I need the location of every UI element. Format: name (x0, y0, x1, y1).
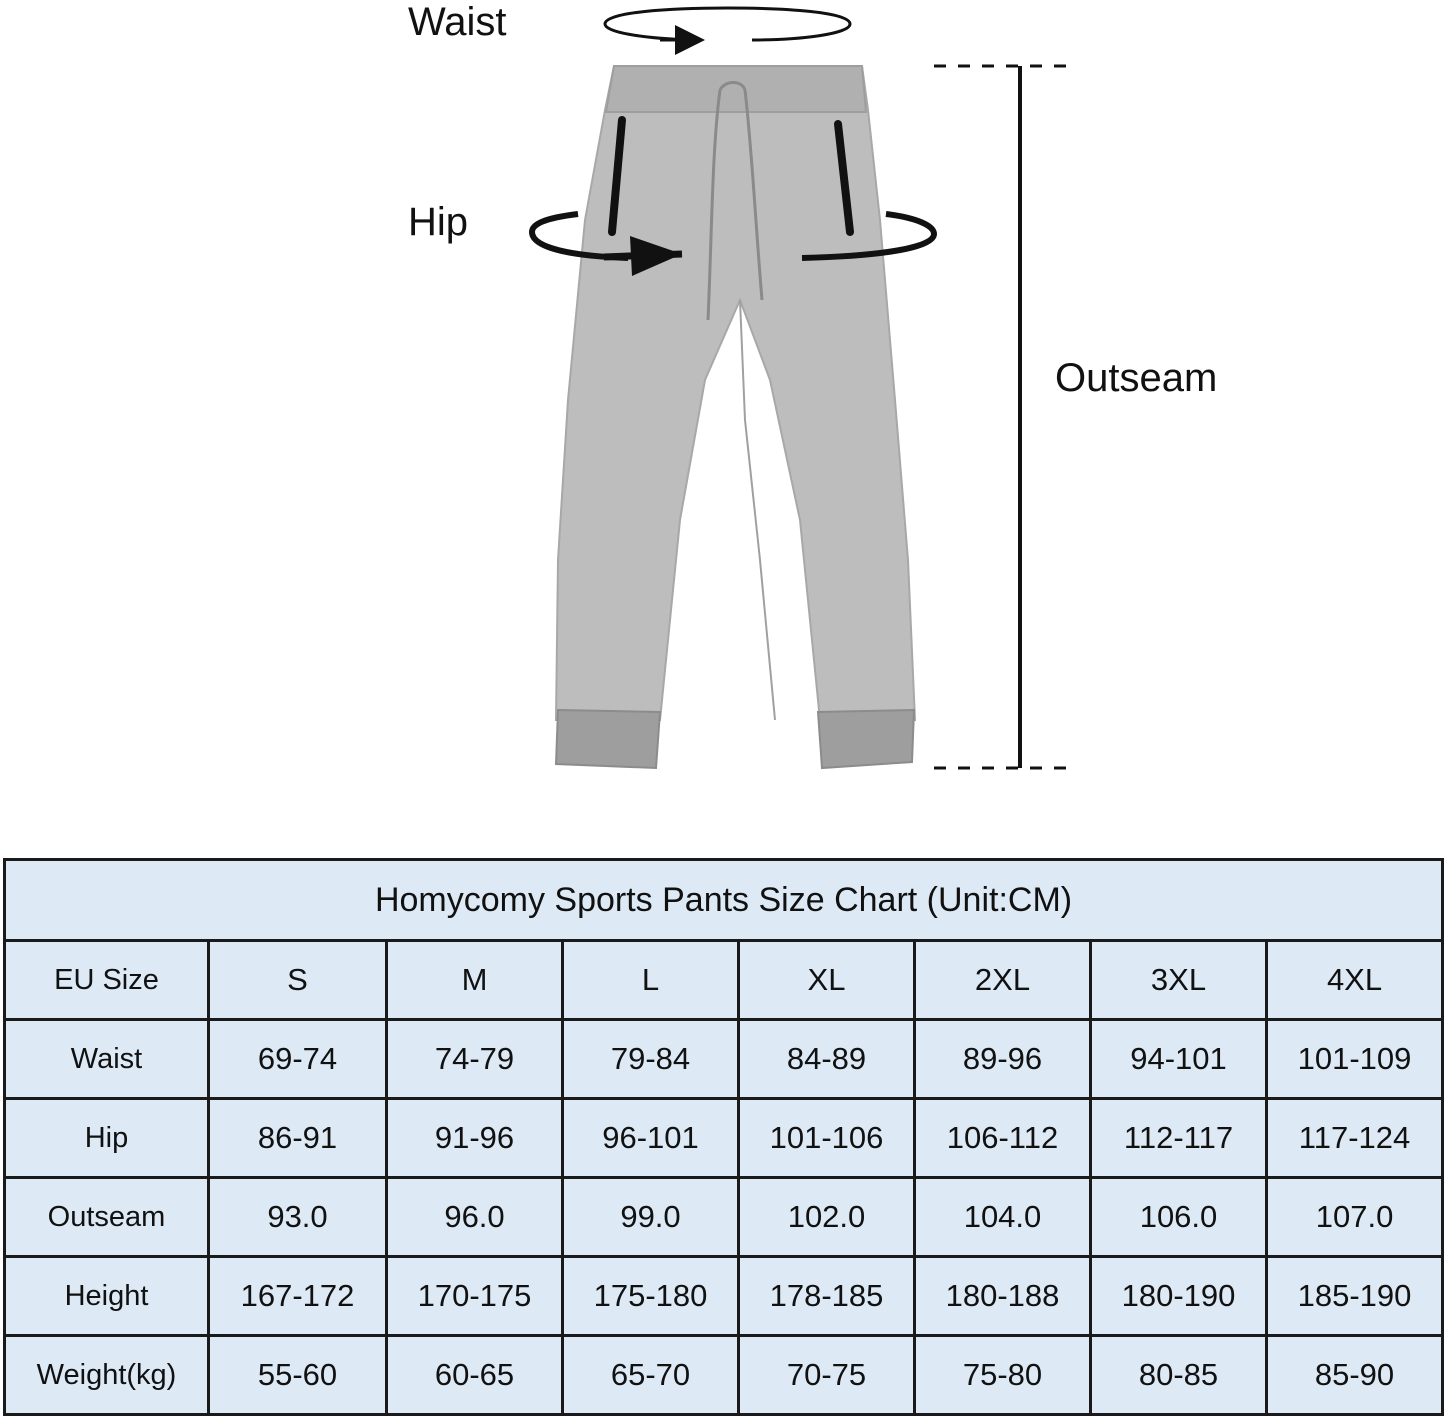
table-cell: 89-96 (915, 1020, 1091, 1099)
table-row (5, 1099, 1443, 1178)
table-cell: 167-172 (209, 1257, 387, 1336)
row-label: Outseam (5, 1178, 209, 1257)
table-cell: 180-190 (1091, 1257, 1267, 1336)
table-cell: 79-84 (563, 1020, 739, 1099)
table-cell: 91-96 (387, 1099, 563, 1178)
table-cell: 70-75 (739, 1336, 915, 1415)
row-label: Height (5, 1257, 209, 1336)
hip-label: Hip (408, 200, 469, 244)
table-cell: 85-90 (1267, 1336, 1443, 1415)
waist-arrow (605, 8, 850, 40)
row-label: Weight(kg) (5, 1336, 209, 1415)
table-cell: 104.0 (915, 1178, 1091, 1257)
size-header: XL (739, 941, 915, 1020)
table-row (5, 1336, 1443, 1415)
table-cell: 178-185 (739, 1257, 915, 1336)
table-row (5, 1257, 1443, 1336)
table-cell: 93.0 (209, 1178, 387, 1257)
table-cell: 80-85 (1091, 1336, 1267, 1415)
table-cell: 96-101 (563, 1099, 739, 1178)
size-header: 4XL (1267, 941, 1443, 1020)
table-row (5, 1020, 1443, 1099)
table-cell: 101-106 (739, 1099, 915, 1178)
table-title: Homycomy Sports Pants Size Chart (Unit:CM) (5, 860, 1443, 941)
table-cell: 75-80 (915, 1336, 1091, 1415)
table-cell: 60-65 (387, 1336, 563, 1415)
table-cell: 69-74 (209, 1020, 387, 1099)
table-cell: 55-60 (209, 1336, 387, 1415)
table-cell: 107.0 (1267, 1178, 1443, 1257)
table-cell: 106-112 (915, 1099, 1091, 1178)
size-header: S (209, 941, 387, 1020)
row-label: Hip (5, 1099, 209, 1178)
table-cell: 94-101 (1091, 1020, 1267, 1099)
table-cell: 180-188 (915, 1257, 1091, 1336)
table-cell: 86-91 (209, 1099, 387, 1178)
table-cell: 106.0 (1091, 1178, 1267, 1257)
pants-shape (556, 66, 915, 768)
table-cell: 185-190 (1267, 1257, 1443, 1336)
table-cell: 84-89 (739, 1020, 915, 1099)
size-header: 3XL (1091, 941, 1267, 1020)
table-cell: 170-175 (387, 1257, 563, 1336)
table-cell: 112-117 (1091, 1099, 1267, 1178)
table-cell: 65-70 (563, 1336, 739, 1415)
table-cell: 74-79 (387, 1020, 563, 1099)
size-header: M (387, 941, 563, 1020)
table-cell: 175-180 (563, 1257, 739, 1336)
outseam-label: Outseam (1055, 356, 1218, 400)
waist-label: Waist (408, 0, 507, 44)
outseam-measure (934, 66, 1076, 768)
table-cell: 99.0 (563, 1178, 739, 1257)
table-cell: 102.0 (739, 1178, 915, 1257)
table-row (5, 1178, 1443, 1257)
table-cell: 101-109 (1267, 1020, 1443, 1099)
table-cell: 96.0 (387, 1178, 563, 1257)
size-header: 2XL (915, 941, 1091, 1020)
size-header: L (563, 941, 739, 1020)
size-header-row (5, 941, 1443, 1020)
header-label: EU Size (5, 941, 209, 1020)
row-label: Waist (5, 1020, 209, 1099)
size-chart-table (3, 858, 1444, 1416)
table-cell: 117-124 (1267, 1099, 1443, 1178)
